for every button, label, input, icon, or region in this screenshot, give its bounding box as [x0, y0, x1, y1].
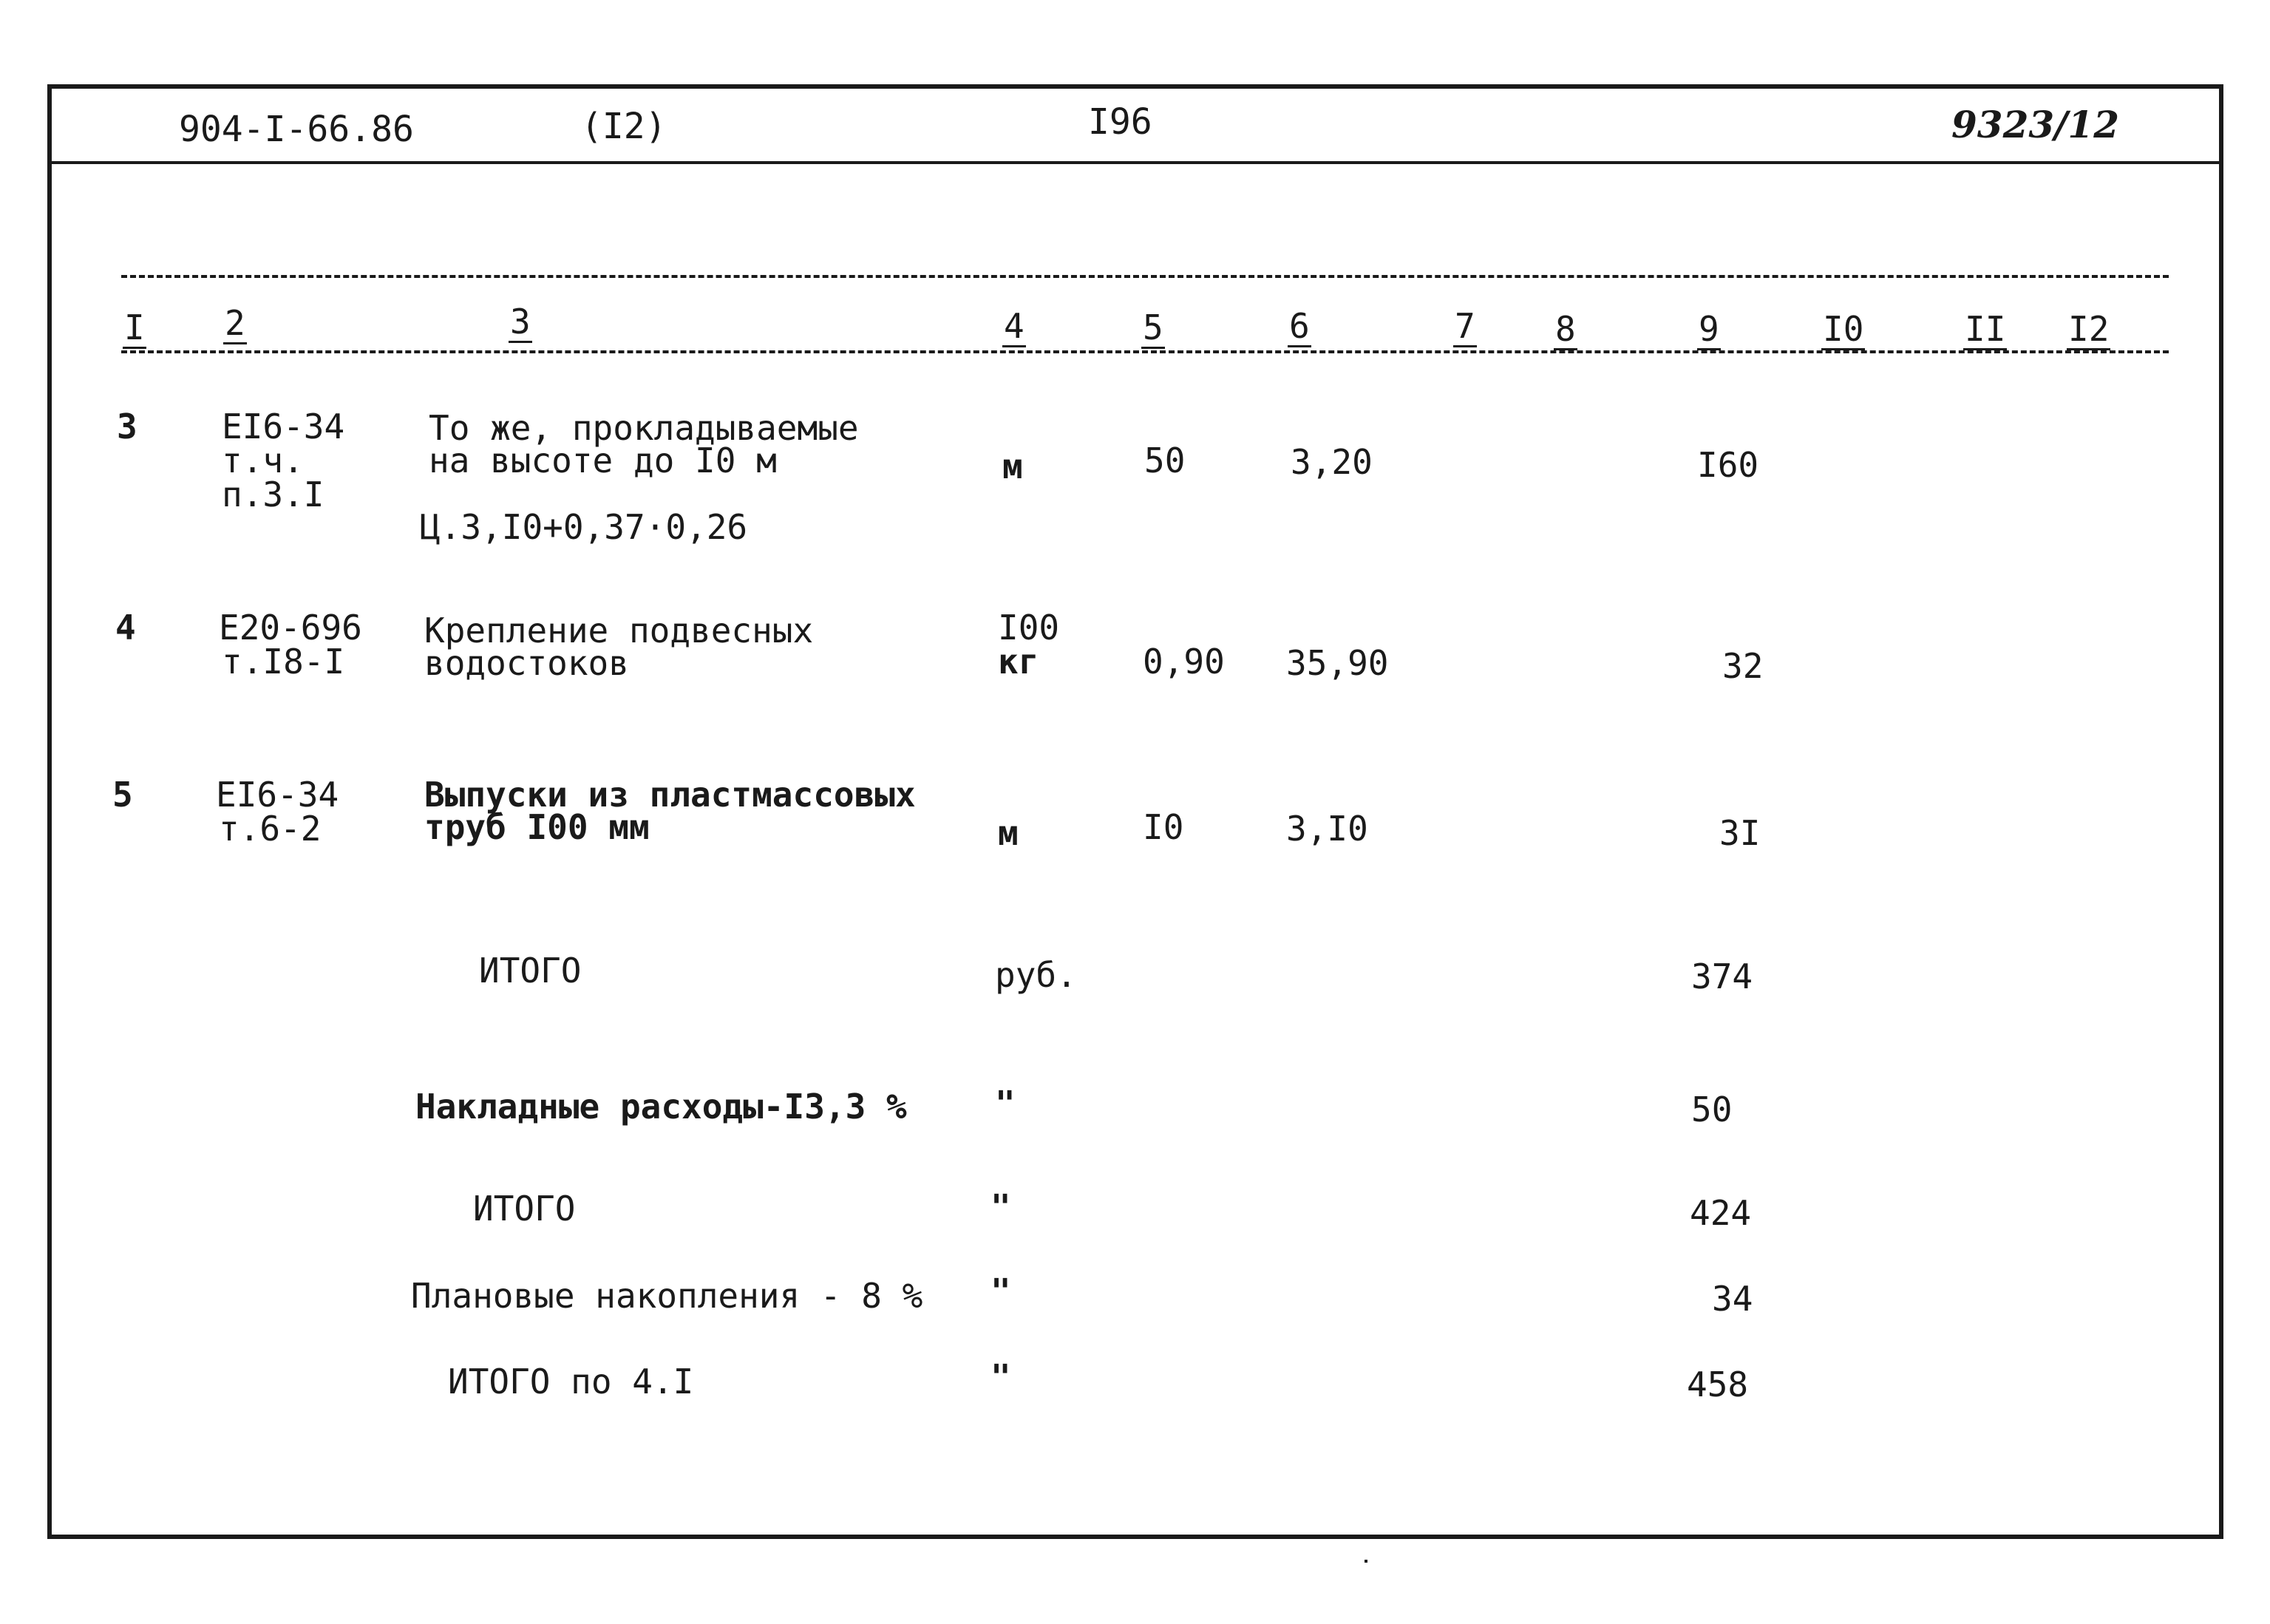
summary-unit: "	[990, 1357, 1011, 1397]
row-code: т.ч.	[222, 441, 304, 480]
column-number-3: 3	[510, 302, 531, 342]
row-description: То же, прокладываемые	[429, 408, 859, 448]
column-number-8: 8	[1555, 309, 1576, 349]
row-description: водостоков	[424, 643, 629, 683]
section-number: (I2)	[581, 106, 667, 147]
summary-label: Накладные расходы-I3,3 %	[415, 1087, 907, 1127]
column-number-1: I	[124, 308, 145, 347]
row-unit-price: 3,I0	[1286, 809, 1368, 849]
summary-unit: "	[995, 1084, 1016, 1124]
row-description: на высоте до I0 м	[429, 441, 777, 480]
scan-speck	[1365, 1560, 1367, 1563]
row-quantity: I0	[1143, 807, 1184, 847]
summary-unit: "	[990, 1187, 1011, 1227]
row-unit: м	[1002, 446, 1023, 486]
column-number-12: I2	[2068, 309, 2110, 349]
summary-unit: "	[990, 1271, 1011, 1311]
row-quantity: 50	[1144, 441, 1186, 480]
row-total: I60	[1697, 445, 1759, 485]
column-number-10: I0	[1823, 309, 1864, 349]
row-price-formula: Ц.3,I0+0,37·0,26	[420, 507, 748, 547]
summary-value: 458	[1687, 1365, 1749, 1404]
page-frame	[47, 84, 2223, 1539]
row-total: 3I	[1719, 813, 1761, 853]
summary-unit: руб.	[995, 955, 1077, 995]
column-number-7: 7	[1455, 306, 1475, 346]
handwritten-reference: 9323/12	[1951, 103, 2120, 146]
row-code: т.6-2	[219, 809, 322, 849]
summary-label: ИТОГО	[479, 951, 582, 991]
column-number-11: II	[1965, 309, 2006, 349]
summary-value: 34	[1712, 1279, 1753, 1319]
row-total: 32	[1722, 646, 1764, 686]
row-quantity: 0,90	[1143, 642, 1225, 682]
row-unit: кг	[998, 642, 1039, 682]
summary-label: ИТОГО	[473, 1189, 576, 1229]
page-number: I96	[1088, 101, 1152, 143]
row-code: EI6-34	[216, 775, 339, 815]
column-header-top-rule	[121, 275, 2169, 278]
row-description: Крепление подвесных	[424, 611, 814, 650]
row-unit: I00	[998, 608, 1060, 648]
row-code: E20-696	[219, 608, 362, 648]
column-number-4: 4	[1004, 306, 1024, 346]
row-code: т.I8-I	[222, 642, 345, 682]
header-rule	[47, 161, 2223, 164]
summary-label: ИТОГО по 4.I	[448, 1362, 694, 1402]
row-number: 3	[117, 407, 137, 446]
column-number-9: 9	[1699, 309, 1719, 349]
row-description: Выпуски из пластмассовых	[424, 775, 916, 815]
summary-value: 50	[1691, 1090, 1733, 1129]
doc-number: 904-I-66.86	[179, 109, 414, 150]
row-unit-price: 3,20	[1291, 442, 1373, 482]
row-code: п.3.I	[222, 475, 324, 514]
row-number: 5	[112, 775, 133, 815]
column-number-2: 2	[225, 303, 245, 343]
row-unit: м	[998, 813, 1019, 853]
row-description: труб I00 мм	[424, 807, 650, 847]
column-number-5: 5	[1143, 308, 1163, 347]
column-header-bottom-rule	[121, 350, 2169, 353]
summary-value: 424	[1690, 1193, 1752, 1233]
summary-label: Плановые накопления - 8 %	[411, 1276, 923, 1316]
row-number: 4	[115, 608, 136, 648]
row-code: EI6-34	[222, 407, 345, 446]
scan-speck	[2218, 1535, 2220, 1538]
row-unit-price: 35,90	[1286, 643, 1389, 683]
summary-value: 374	[1691, 957, 1753, 996]
column-number-6: 6	[1289, 306, 1310, 346]
